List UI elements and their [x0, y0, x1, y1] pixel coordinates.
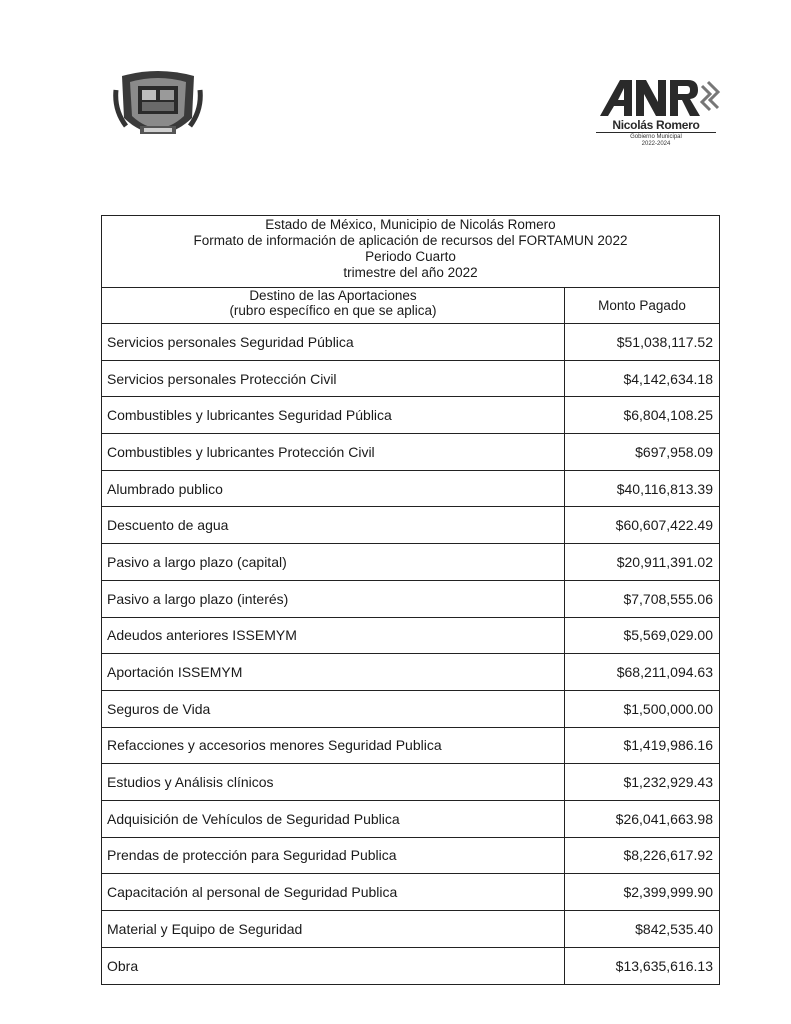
title-line-4: trimestre del año 2022 [343, 265, 478, 280]
monto-cell: $1,419,986.16 [623, 737, 713, 754]
monto-cell: $68,211,094.63 [616, 664, 713, 681]
monto-cell: $6,804,108.25 [623, 407, 713, 424]
concepto-cell: Pasivo a largo plazo (capital) [102, 544, 565, 580]
table-row [102, 324, 719, 361]
table-row [102, 397, 719, 434]
table-row [102, 581, 719, 618]
brand-sub-line2: 2022-2024 [641, 141, 671, 147]
monto-cell: $5,569,029.00 [623, 627, 713, 644]
concepto-cell: Alumbrado publico [102, 471, 565, 507]
table-row [102, 361, 719, 398]
table-body [102, 324, 719, 984]
table-row [102, 471, 719, 508]
title-line-2: Formato de información de aplicación de recursos del FORTAMUN 2022 [193, 233, 628, 248]
concepto-cell: Combustibles y lubricantes Protección Civil [102, 434, 565, 470]
monto-cell: $20,911,391.02 [616, 553, 713, 570]
table-row [102, 764, 719, 801]
table-row [102, 654, 719, 691]
municipal-seal-logo [112, 70, 204, 146]
destino-header-line2: (rubro específico en que se aplica) [229, 303, 437, 318]
monto-cell: $1,500,000.00 [623, 700, 713, 717]
gobierno-brand-logo [592, 76, 722, 152]
concepto-cell: Adquisición de Vehículos de Seguridad Publica [102, 801, 565, 837]
concepto-cell: Servicios personales Seguridad Pública [102, 324, 565, 360]
table-row [102, 838, 719, 875]
table-row [102, 728, 719, 765]
table-row [102, 434, 719, 471]
concepto-cell: Prendas de protección para Seguridad Publica [102, 838, 565, 874]
concepto-cell: Aportación ISSEMYM [102, 654, 565, 690]
monto-cell: $8,226,617.92 [623, 847, 713, 864]
monto-cell: $842,535.40 [635, 920, 713, 937]
column-header-row [102, 288, 719, 324]
table-row [102, 507, 719, 544]
brand-sub-line1: Gobierno Municipal [630, 134, 682, 140]
table-row [102, 544, 719, 581]
concepto-cell: Capacitación al personal de Seguridad Publica [102, 874, 565, 910]
table-row [102, 801, 719, 838]
monto-cell: $1,232,929.43 [623, 774, 713, 791]
concepto-cell: Pasivo a largo plazo (interés) [102, 581, 565, 617]
table-row [102, 948, 719, 985]
monto-cell: $697,958.09 [635, 443, 713, 460]
brand-subtitle [596, 134, 716, 148]
concepto-cell: Servicios personales Protección Civil [102, 361, 565, 397]
brand-name: Nicolás Romero [596, 118, 716, 133]
monto-cell: $7,708,555.06 [623, 590, 713, 607]
table-row [102, 691, 719, 728]
concepto-cell: Adeudos anteriores ISSEMYM [102, 618, 565, 654]
table-title-block [102, 216, 719, 288]
monto-cell: $13,635,616.13 [615, 958, 713, 975]
column-header-destino [102, 288, 565, 323]
monto-cell: $4,142,634.18 [623, 370, 713, 387]
concepto-cell: Estudios y Análisis clínicos [102, 764, 565, 800]
monto-cell: $2,399,999.90 [623, 884, 713, 901]
monto-cell: $40,116,813.39 [616, 480, 713, 497]
table-row [102, 874, 719, 911]
table-row [102, 618, 719, 655]
monto-cell: $26,041,663.98 [615, 810, 713, 827]
table-row [102, 911, 719, 948]
concepto-cell: Combustibles y lubricantes Seguridad Pública [102, 397, 565, 433]
destino-header-line1: Destino de las Aportaciones [249, 288, 417, 303]
concepto-cell: Obra [102, 948, 565, 985]
concepto-cell: Descuento de agua [102, 507, 565, 543]
fortamun-table [101, 215, 720, 985]
title-line-3: Periodo Cuarto [365, 249, 456, 264]
concepto-cell: Refacciones y accesorios menores Seguridad Publica [102, 728, 565, 764]
monto-cell: $60,607,422.49 [615, 517, 713, 534]
monto-cell: $51,038,117.52 [616, 333, 713, 350]
column-header-monto: Monto Pagado [598, 298, 686, 313]
concepto-cell: Material y Equipo de Seguridad [102, 911, 565, 947]
title-line-1: Estado de México, Municipio de Nicolás Romero [265, 217, 556, 232]
concepto-cell: Seguros de Vida [102, 691, 565, 727]
